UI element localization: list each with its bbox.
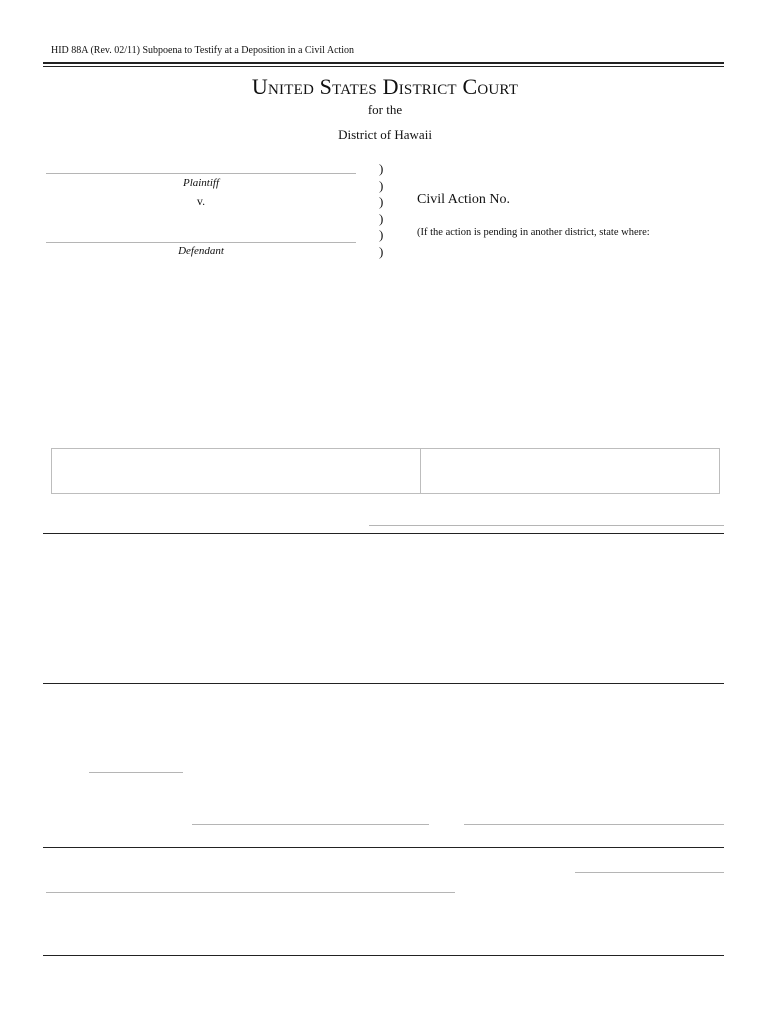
date-time-field[interactable] bbox=[421, 449, 719, 493]
deposition-location-box bbox=[51, 448, 720, 494]
defendant-name-line[interactable] bbox=[46, 242, 356, 243]
section-rule-2 bbox=[43, 683, 724, 684]
place-field[interactable] bbox=[52, 449, 420, 493]
paren: ) bbox=[379, 210, 384, 226]
defendant-label: Defendant bbox=[178, 245, 224, 257]
court-title: United States District Court bbox=[251, 74, 519, 99]
header-rule-bottom bbox=[43, 66, 724, 67]
plaintiff-name-line[interactable] bbox=[46, 173, 356, 174]
party-name-blank[interactable] bbox=[575, 872, 724, 873]
form-revision-header: HID 88A (Rev. 02/11) Subpoena to Testify at a Deposition in a Civil Action bbox=[51, 45, 355, 56]
paren: ) bbox=[379, 177, 384, 193]
paren: ) bbox=[379, 227, 384, 243]
section-rule-3 bbox=[43, 847, 724, 848]
district-name: District of Hawaii bbox=[338, 127, 432, 142]
attorney-signature-blank[interactable] bbox=[464, 824, 724, 825]
civil-action-label: Civil Action No. bbox=[417, 192, 510, 207]
date-blank[interactable] bbox=[89, 772, 183, 773]
attorney-info-blank[interactable] bbox=[46, 892, 455, 893]
signature-blank-1[interactable] bbox=[369, 525, 724, 526]
versus-text: v. bbox=[196, 194, 206, 208]
pending-district-note: (If the action is pending in another district, state where: bbox=[417, 227, 650, 238]
paren: ) bbox=[379, 194, 384, 210]
paren: ) bbox=[379, 243, 384, 259]
section-rule-4 bbox=[43, 955, 724, 956]
clerk-signature-blank[interactable] bbox=[192, 824, 429, 825]
paren: ) bbox=[379, 161, 384, 176]
caption-parens bbox=[379, 161, 383, 261]
for-the-text: for the bbox=[367, 102, 403, 117]
section-rule-1 bbox=[43, 533, 724, 534]
plaintiff-label: Plaintiff bbox=[182, 177, 220, 189]
header-rule-top bbox=[43, 62, 724, 64]
